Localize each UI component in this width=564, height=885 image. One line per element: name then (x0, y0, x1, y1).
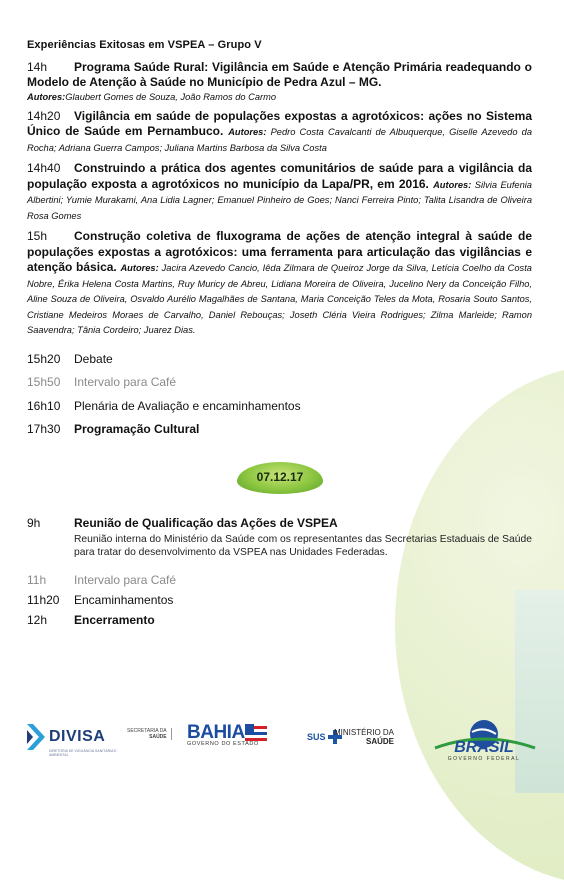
row-time: 9h (27, 516, 41, 530)
schedule-row-coffee (27, 375, 532, 391)
authors-label: Autores: (228, 127, 267, 138)
footer-logos (25, 718, 545, 763)
row-time: 17h30 (27, 422, 61, 437)
schedule-row-cultural (27, 422, 532, 438)
ministerio-logo (334, 728, 394, 746)
secretaria-line1: SECRETARIA DA (127, 728, 167, 734)
program-item (27, 60, 532, 103)
authors-names: Pedro Costa Cavalcanti de Albuquerque, Giselle Azevedo da Rocha; Adriana Guerra Campos; Juliana Martins Barbosa da Silva Costa (27, 127, 532, 153)
row-label: Programação Cultural (74, 422, 200, 437)
row-time: 15h50 (27, 375, 61, 390)
item-title: Programa Saúde Rural: Vigilância em Saúde e Atenção Primária readequando o Modelo de Atenção à Saúde no Município de Pedra Azul – MG. (27, 59, 532, 89)
authors-label: Autores: (120, 263, 159, 274)
program-item (27, 161, 532, 223)
row-label: Encerramento (74, 613, 155, 627)
item-title: Vigilância em saúde de populações expostas a agrotóxicos: ações no Sistema Único de Saúde em Pernambuco. (27, 108, 532, 139)
ministerio-line2: SAÚDE (366, 737, 395, 746)
schedule-row-coffee (27, 573, 532, 587)
row-label: Intervalo para Café (74, 375, 177, 390)
row-label: Encaminhamentos (74, 593, 174, 607)
authors-names: Silvia Eufenia Albertini; Yumie Murakami, Ana Lidia Lagner; Emanuel Pinheiro de Goes; Nanci Ferreira Pinto; Talita Lisandra de Oliveira Rosa Gomes (27, 179, 532, 221)
item-time: 14h40 (27, 161, 61, 176)
bahia-logo (187, 722, 267, 747)
bahia-text: BAHIA (187, 722, 245, 743)
divisa-text: DIVISA (49, 728, 106, 745)
program-item (27, 229, 532, 338)
authors-names: Glaubert Gomes de Souza, João Ramos do Carmo (65, 91, 277, 102)
secretaria-logo (127, 728, 172, 740)
row-time: 16h10 (27, 398, 61, 413)
authors-label: Autores: (27, 91, 66, 102)
row-time: 11h20 (27, 593, 60, 607)
day2-schedule (27, 516, 532, 633)
brasil-subtitle: GOVERNO FEDERAL (447, 756, 521, 762)
program-item (27, 109, 532, 156)
schedule-row-plenary (27, 399, 532, 415)
divisa-logo (25, 722, 117, 757)
bahia-flag-icon (245, 724, 267, 742)
program-content (27, 38, 532, 446)
divisa-subtitle: DIRETORIA DE VIGILÂNCIA SANITÁRIA E AMBIENTAL (49, 749, 117, 757)
row-label: Debate (74, 351, 113, 366)
item-title: Construção coletiva de fluxograma de ações de atenção integral à saúde de populações expostas a agrotóxicos: uma ferramenta para articulação das vigilâncias e atenção básica. (27, 229, 532, 275)
schedule-row-debate (27, 352, 532, 368)
item-time: 14h20 (27, 108, 61, 123)
row-time: 15h20 (27, 351, 61, 366)
row-label: Reunião de Qualificação das Ações de VSPEA (74, 516, 338, 530)
item-title: Construindo a prática dos agentes comunitários de saúde para a vigilância da população exposta a agrotóxicos no município da Lapa/PR, em 2016. (27, 161, 532, 191)
authors-label: Autores: (433, 179, 472, 190)
item-time: 15h (27, 229, 48, 244)
secretaria-line2: SAÚDE (149, 734, 167, 740)
item-time: 14h (27, 59, 48, 74)
brasil-logo (425, 718, 543, 762)
row-time: 12h (27, 613, 48, 627)
date-label: 07.12.17 (256, 470, 304, 484)
schedule-row-followup (27, 593, 532, 607)
schedule-row-closing (27, 613, 532, 627)
bahia-subtitle: GOVERNO DO ESTADO (187, 741, 259, 747)
ministerio-line1: MINISTÉRIO DA (334, 728, 395, 737)
brasil-text: BRASIL (454, 739, 514, 756)
row-label: Plenária de Avaliação e encaminhamentos (74, 398, 301, 413)
row-time: 11h (27, 573, 47, 587)
divisa-mark-icon (25, 722, 47, 752)
sus-text: SUS (307, 732, 326, 742)
authors-names: Jacira Azevedo Cancio, Iêda Zilmara de Queiroz Jorge da Silva, Letícia Coelho da Costa Nobre, Érika Helena Costa Martins, Ruy Muricy de Abreu, Lidiana Moreira de Oliveira, Jucelino Nery da Conceição Filho, Aline Souza de Oliveira, Osvaldo Aurélio Magalhães de Santana, Maria Conceição Teles da Mota, Rosaria Souto Santos, Cristiane Medeiros Moraes de Carvalho, Daniel Rebouças; Joseth Cléria Vieira Rodrigues; Zilma Marleide; Ramon Saavendra; Tânia Cordeiro; Juarez Dias. (27, 263, 532, 336)
section-title: Experiências Exitosas em VSPEA – Grupo V (27, 39, 262, 51)
row-label: Intervalo para Café (74, 573, 177, 587)
item-authors (27, 91, 532, 103)
date-badge (237, 462, 323, 494)
meeting-description: Reunião interna do Ministério da Saúde com os representantes das Secretarias Estaduais de Saúde para tratar do desenvolvimento da VSPEA nas Unidades Federadas. (74, 534, 532, 558)
schedule-row-meeting (27, 516, 532, 530)
